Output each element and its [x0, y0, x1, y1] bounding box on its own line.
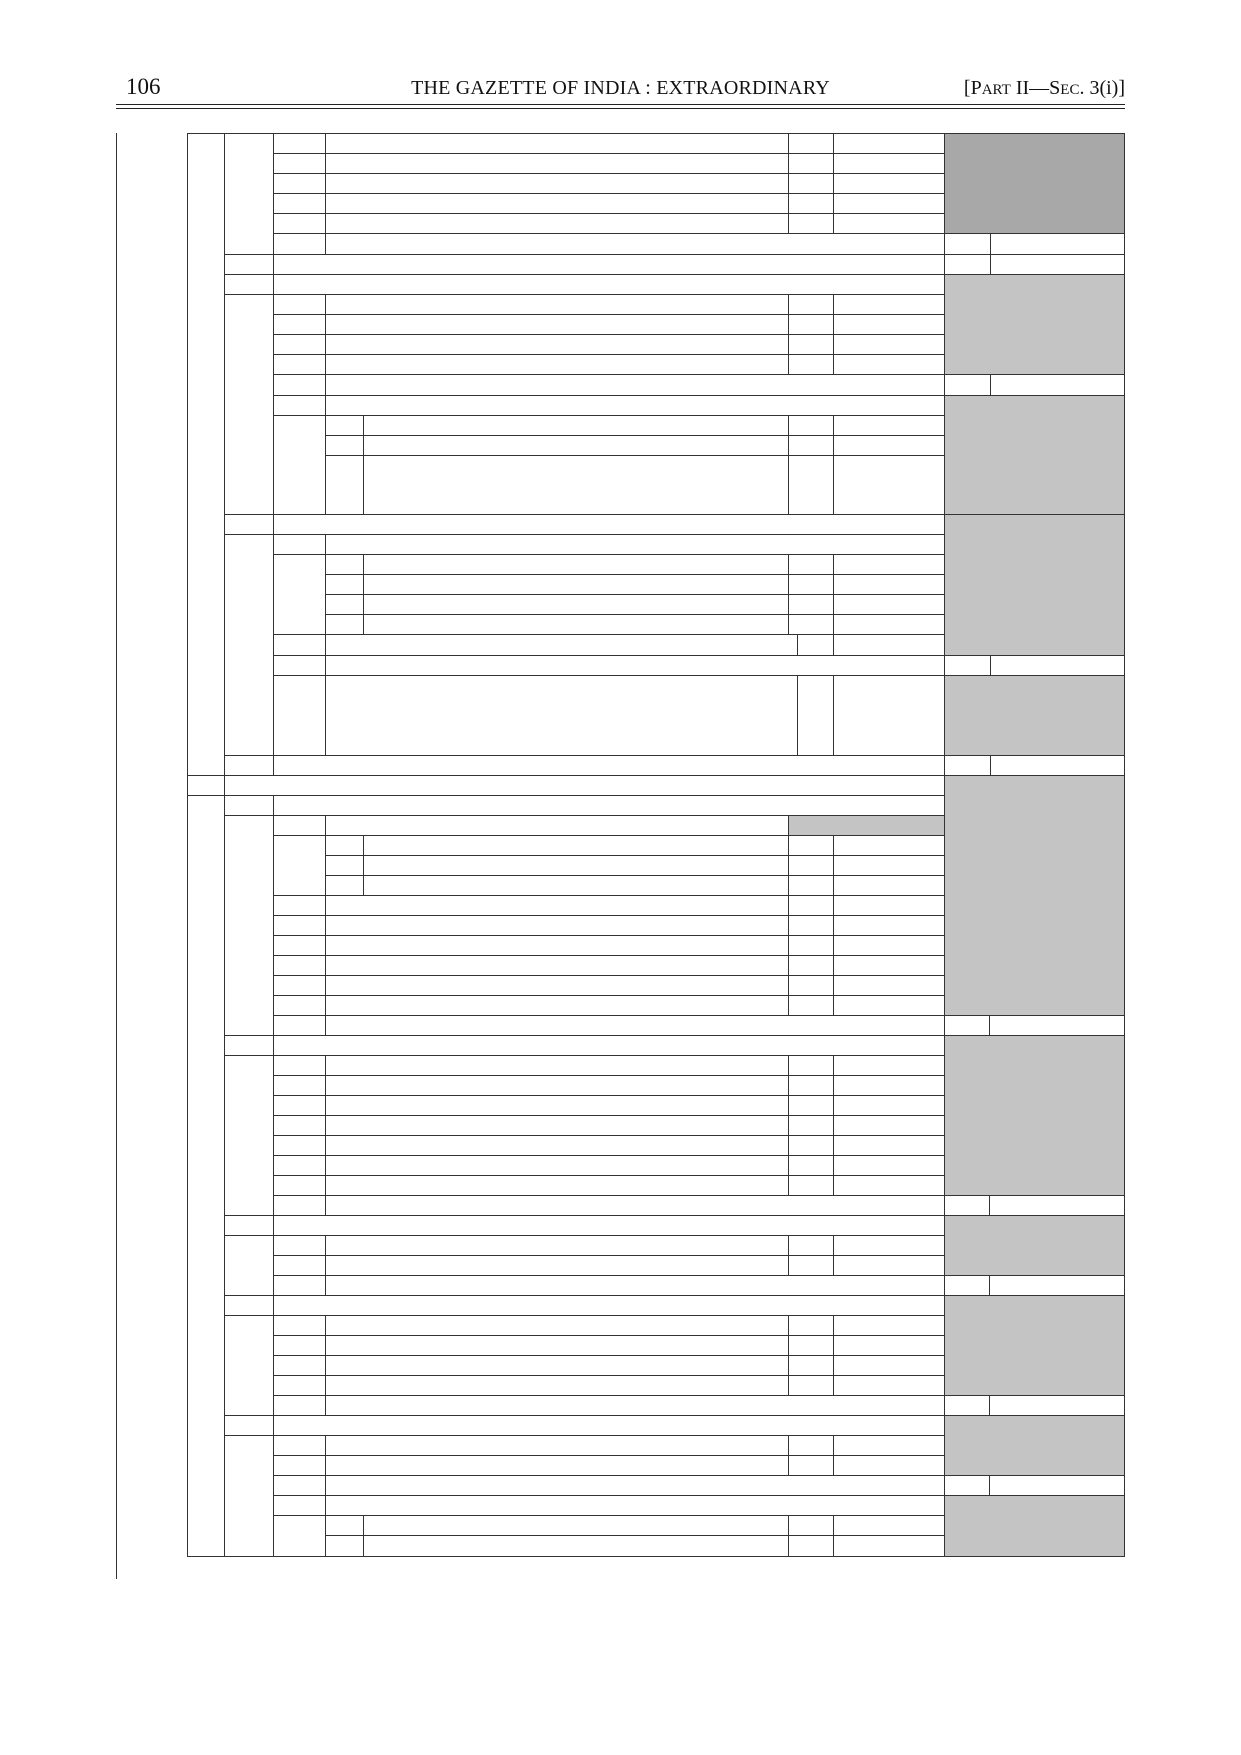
- row-label-cell: [325, 1115, 789, 1136]
- amount-field: [989, 1015, 1125, 1036]
- row-ref-cell: [273, 1255, 326, 1276]
- row-ref-cell: [224, 274, 274, 295]
- row-ref-cell: [273, 1055, 326, 1076]
- part-section: [PART II—SEC. 3(i)]: [963, 77, 1125, 99]
- code-cell: [788, 1515, 834, 1536]
- row-label-cell: [325, 1195, 945, 1216]
- amount-field: [989, 1475, 1125, 1496]
- row-ref-cell: [273, 354, 326, 375]
- row-ref-cell: [273, 1375, 326, 1396]
- row-label-cell: [325, 634, 798, 656]
- blank-cell: [224, 1435, 274, 1557]
- total-code-cell: [944, 1015, 990, 1036]
- row-ref-cell: [273, 1335, 326, 1356]
- row-ref-cell: [273, 655, 326, 676]
- code-cell: [788, 614, 834, 635]
- code-cell: [788, 173, 834, 194]
- amount-field: [833, 614, 945, 635]
- row-label-cell: [363, 415, 789, 436]
- row-label-cell: [325, 1175, 789, 1196]
- row-label-cell: [363, 1515, 789, 1536]
- row-label-cell: [325, 655, 945, 676]
- code-cell: [797, 675, 834, 756]
- code-cell: [788, 153, 834, 174]
- total-code-cell: [944, 254, 991, 275]
- amount-field: [833, 855, 945, 876]
- row-ref-cell: [224, 1035, 274, 1056]
- row-ref-cell: [224, 254, 274, 275]
- amount-field: [833, 875, 945, 896]
- amount-field: [990, 233, 1125, 255]
- code-cell: [788, 435, 834, 456]
- amount-field: [833, 435, 945, 456]
- row-label-cell: [325, 1095, 789, 1116]
- row-label-cell: [325, 354, 789, 375]
- row-label-cell: [325, 1395, 945, 1416]
- row-label-cell: [363, 435, 789, 456]
- amount-field: [833, 1135, 945, 1156]
- amount-field: [833, 1515, 945, 1536]
- row-ref-cell: [273, 815, 326, 836]
- row-label-cell: [325, 1015, 945, 1036]
- row-ref-cell: [273, 1475, 326, 1496]
- row-ref-cell: [273, 1095, 326, 1116]
- code-cell: [788, 1535, 834, 1557]
- row-ref-cell: [224, 514, 274, 535]
- code-cell: [788, 455, 834, 515]
- row-label-cell: [325, 1355, 789, 1376]
- row-label-cell: [325, 955, 789, 976]
- row-ref-cell: [224, 1215, 274, 1236]
- amount-field: [989, 1395, 1125, 1416]
- blank-cell: [187, 133, 225, 776]
- row-label-cell: [363, 835, 789, 856]
- row-label-cell: [325, 294, 789, 315]
- shaded-cell: [944, 133, 1125, 234]
- row-ref-cell: [273, 1175, 326, 1196]
- row-ref-cell: [273, 975, 326, 996]
- amount-field: [990, 374, 1125, 396]
- row-label-cell: [325, 374, 945, 396]
- code-cell: [788, 1155, 834, 1176]
- row-ref-cell: [325, 835, 364, 856]
- amount-field: [833, 294, 945, 315]
- row-label-cell: [325, 173, 789, 194]
- row-label-cell: [325, 675, 798, 756]
- total-code-cell: [944, 1275, 990, 1296]
- row-ref-cell: [273, 193, 326, 214]
- code-cell: [788, 1095, 834, 1116]
- code-cell: [788, 1355, 834, 1376]
- amount-field: [833, 895, 945, 916]
- row-ref-cell: [273, 1315, 326, 1336]
- shaded-cell: [944, 1215, 1125, 1276]
- row-ref-cell: [325, 1515, 364, 1536]
- amount-field: [833, 955, 945, 976]
- shaded-cell: [788, 815, 945, 836]
- row-label-cell: [273, 1295, 945, 1316]
- amount-field: [833, 334, 945, 355]
- code-cell: [788, 1175, 834, 1196]
- amount-field: [833, 173, 945, 194]
- row-label-cell: [363, 574, 789, 595]
- code-cell: [788, 1255, 834, 1276]
- amount-field: [833, 1335, 945, 1356]
- code-cell: [788, 855, 834, 876]
- amount-field: [833, 314, 945, 335]
- code-cell: [788, 554, 834, 575]
- amount-field: [833, 835, 945, 856]
- row-ref-cell: [273, 334, 326, 355]
- row-label-cell: [325, 1435, 789, 1456]
- row-ref-cell: [325, 614, 364, 635]
- row-label-cell: [325, 1475, 945, 1496]
- shaded-cell: [944, 1295, 1125, 1396]
- shaded-cell: [944, 775, 1125, 1016]
- blank-cell: [224, 274, 274, 515]
- row-label-cell: [325, 815, 789, 836]
- total-code-cell: [944, 233, 991, 255]
- blank-cell: [224, 514, 274, 756]
- row-ref-cell: [273, 995, 326, 1016]
- row-label-cell: [273, 1415, 945, 1436]
- row-label-cell: [325, 895, 789, 916]
- row-label-cell: [325, 915, 789, 936]
- amount-field: [833, 995, 945, 1016]
- code-cell: [788, 1375, 834, 1396]
- row-label-cell: [325, 1315, 789, 1336]
- code-cell: [788, 1055, 834, 1076]
- row-ref-cell: [273, 915, 326, 936]
- row-ref-cell: [273, 1135, 326, 1156]
- code-cell: [788, 1455, 834, 1476]
- row-ref-cell: [224, 1415, 274, 1436]
- row-ref-cell: [325, 855, 364, 876]
- row-label-cell: [325, 1055, 789, 1076]
- amount-field: [833, 1455, 945, 1476]
- row-ref-cell: [273, 1235, 326, 1256]
- row-ref-cell: [273, 1435, 326, 1456]
- code-cell: [788, 574, 834, 595]
- row-ref-cell: [273, 1155, 326, 1176]
- row-ref-cell: [325, 875, 364, 896]
- row-label-cell: [325, 534, 945, 555]
- shaded-cell: [944, 675, 1125, 756]
- amount-field: [989, 1275, 1125, 1296]
- shaded-cell: [944, 1035, 1125, 1196]
- row-ref-cell: [273, 955, 326, 976]
- row-ref-cell: [273, 233, 326, 255]
- row-label-cell: [363, 594, 789, 615]
- row-label-cell: [325, 334, 789, 355]
- row-ref-cell: [325, 455, 364, 515]
- row-ref-cell: [325, 554, 364, 575]
- amount-field: [833, 1535, 945, 1557]
- row-ref-cell: [224, 755, 274, 776]
- row-ref-cell: [273, 1275, 326, 1296]
- row-ref-cell: [325, 1535, 364, 1557]
- code-cell: [788, 995, 834, 1016]
- row-label-cell: [363, 554, 789, 575]
- row-ref-cell: [273, 675, 326, 756]
- row-ref-cell: [325, 574, 364, 595]
- amount-field: [833, 455, 945, 515]
- amount-field: [833, 1075, 945, 1096]
- total-code-cell: [944, 374, 991, 396]
- shaded-cell: [944, 395, 1125, 515]
- row-label-cell: [325, 1255, 789, 1276]
- blank-cell: [273, 1515, 326, 1557]
- row-label-cell: [325, 193, 789, 214]
- amount-field: [833, 1375, 945, 1396]
- amount-field: [833, 133, 945, 154]
- amount-field: [833, 1255, 945, 1276]
- row-label-cell: [325, 213, 789, 234]
- code-cell: [788, 415, 834, 436]
- row-label-cell: [325, 935, 789, 956]
- row-label-cell: [325, 1375, 789, 1396]
- row-ref-cell: [273, 314, 326, 335]
- amount-field: [990, 254, 1125, 275]
- row-ref-cell: [273, 133, 326, 154]
- code-cell: [788, 935, 834, 956]
- row-ref-cell: [273, 294, 326, 315]
- row-ref-cell: [187, 775, 225, 796]
- row-label-cell: [273, 1035, 945, 1056]
- row-label-cell: [363, 855, 789, 876]
- row-label-cell: [273, 1215, 945, 1236]
- row-ref-cell: [273, 534, 326, 555]
- shaded-cell: [944, 1415, 1125, 1476]
- row-ref-cell: [273, 634, 326, 656]
- row-ref-cell: [273, 1355, 326, 1376]
- amount-field: [833, 354, 945, 375]
- row-label-cell: [273, 795, 945, 816]
- row-label-cell: [273, 274, 945, 295]
- row-ref-cell: [325, 415, 364, 436]
- shaded-cell: [944, 514, 1125, 656]
- code-cell: [788, 895, 834, 916]
- row-label-cell: [363, 1535, 789, 1557]
- row-label-cell: [325, 1275, 945, 1296]
- code-cell: [788, 213, 834, 234]
- amount-field: [833, 213, 945, 234]
- amount-field: [833, 415, 945, 436]
- blank-cell: [187, 775, 225, 1557]
- code-cell: [788, 1335, 834, 1356]
- code-cell: [788, 1115, 834, 1136]
- row-ref-cell: [273, 374, 326, 396]
- row-label-cell: [325, 153, 789, 174]
- total-code-cell: [944, 1475, 990, 1496]
- code-cell: [788, 975, 834, 996]
- row-ref-cell: [273, 1455, 326, 1476]
- total-code-cell: [944, 1395, 990, 1416]
- row-ref-cell: [273, 173, 326, 194]
- row-ref-cell: [273, 395, 326, 416]
- row-label-cell: [325, 395, 945, 416]
- shaded-cell: [944, 274, 1125, 375]
- row-label-cell: [363, 614, 789, 635]
- row-label-cell: [325, 233, 945, 255]
- amount-field: [833, 1055, 945, 1076]
- blank-cell: [224, 815, 274, 1036]
- row-ref-cell: [325, 435, 364, 456]
- amount-field: [833, 1235, 945, 1256]
- row-ref-cell: [273, 935, 326, 956]
- code-cell: [788, 314, 834, 335]
- amount-field: [989, 1195, 1125, 1216]
- row-ref-cell: [273, 1115, 326, 1136]
- row-ref-cell: [325, 594, 364, 615]
- total-code-cell: [944, 655, 991, 676]
- row-label-cell: [325, 995, 789, 1016]
- blank-cell: [224, 1055, 274, 1216]
- amount-field: [833, 1315, 945, 1336]
- amount-field: [833, 975, 945, 996]
- code-cell: [788, 294, 834, 315]
- code-cell: [788, 1075, 834, 1096]
- code-cell: [788, 133, 834, 154]
- code-cell: [797, 634, 834, 656]
- row-label-cell: [325, 314, 789, 335]
- amount-field: [833, 193, 945, 214]
- row-ref-cell: [224, 795, 274, 816]
- amount-field: [833, 1435, 945, 1456]
- row-ref-cell: [273, 1395, 326, 1416]
- amount-field: [833, 153, 945, 174]
- amount-field: [833, 554, 945, 575]
- row-label-cell: [363, 875, 789, 896]
- amount-field: [833, 634, 945, 656]
- row-ref-cell: [273, 1075, 326, 1096]
- amount-field: [833, 1175, 945, 1196]
- code-cell: [788, 955, 834, 976]
- row-label-cell: [273, 254, 945, 275]
- code-cell: [788, 875, 834, 896]
- code-cell: [788, 915, 834, 936]
- amount-field: [833, 675, 945, 756]
- amount-field: [833, 935, 945, 956]
- blank-cell: [224, 1235, 274, 1296]
- code-cell: [788, 594, 834, 615]
- row-ref-cell: [224, 1295, 274, 1316]
- blank-cell: [224, 1315, 274, 1416]
- code-cell: [788, 334, 834, 355]
- row-label-cell: [325, 1075, 789, 1096]
- code-cell: [788, 1135, 834, 1156]
- code-cell: [788, 1435, 834, 1456]
- gazette-title: THE GAZETTE OF INDIA : EXTRAORDINARY: [411, 77, 830, 99]
- row-label-cell: [273, 514, 945, 535]
- amount-field: [833, 1155, 945, 1176]
- row-label-cell: [325, 1335, 789, 1356]
- amount-field: [990, 655, 1125, 676]
- total-code-cell: [944, 1195, 990, 1216]
- row-label-cell: [325, 975, 789, 996]
- code-cell: [788, 1315, 834, 1336]
- amount-field: [833, 1095, 945, 1116]
- page-number: 106: [126, 74, 161, 99]
- amount-field: [833, 1115, 945, 1136]
- row-label-cell: [363, 455, 789, 515]
- row-label-cell: [224, 775, 945, 796]
- amount-field: [833, 1355, 945, 1376]
- blank-cell: [273, 835, 326, 896]
- code-cell: [788, 193, 834, 214]
- amount-field: [833, 594, 945, 615]
- amount-field: [833, 915, 945, 936]
- shaded-cell: [944, 1495, 1125, 1557]
- code-cell: [788, 354, 834, 375]
- row-label-cell: [325, 133, 789, 154]
- row-label-cell: [325, 1155, 789, 1176]
- amount-field: [990, 755, 1125, 776]
- code-cell: [788, 1235, 834, 1256]
- row-label-cell: [325, 1455, 789, 1476]
- total-code-cell: [944, 755, 991, 776]
- row-ref-cell: [273, 1015, 326, 1036]
- row-ref-cell: [273, 895, 326, 916]
- blank-cell: [224, 133, 274, 255]
- code-cell: [788, 835, 834, 856]
- row-ref-cell: [273, 153, 326, 174]
- row-label-cell: [325, 1135, 789, 1156]
- amount-field: [833, 574, 945, 595]
- blank-cell: [273, 554, 326, 635]
- row-ref-cell: [273, 1495, 326, 1516]
- row-label-cell: [325, 1235, 789, 1256]
- row-label-cell: [325, 1495, 945, 1516]
- row-label-cell: [273, 755, 945, 776]
- row-ref-cell: [273, 213, 326, 234]
- row-ref-cell: [273, 1195, 326, 1216]
